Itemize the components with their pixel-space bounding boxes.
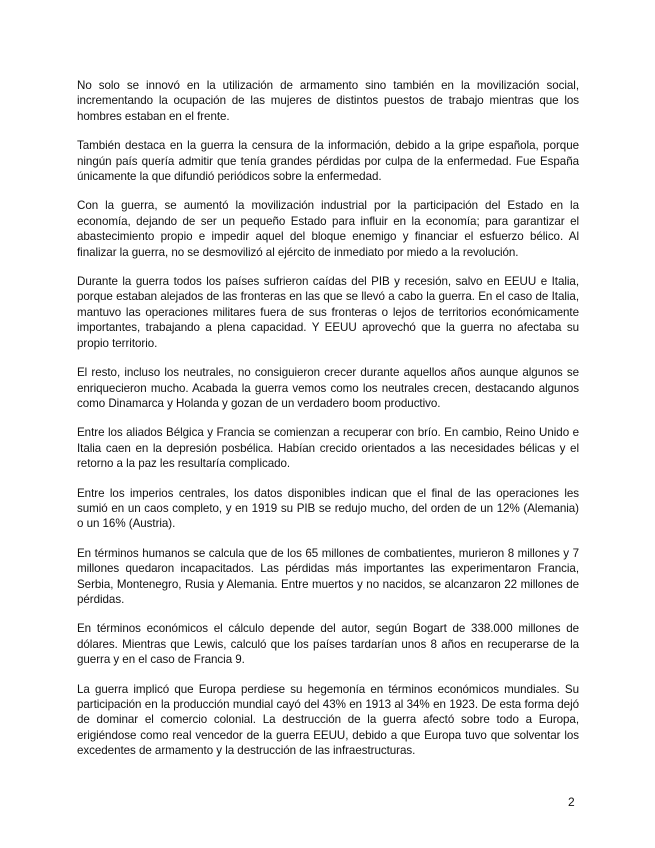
- paragraph: Entre los aliados Bélgica y Francia se comienzan a recuperar con brío. En cambio, Reino Unido e Italia caen en la depresión posbélica. Habían crecido orientados a las necesidades bélicas y el retorno a la paz les resultaría complicado.: [77, 426, 579, 471]
- page-number: 2: [568, 795, 575, 809]
- paragraph: La guerra implicó que Europa perdiese su hegemonía en términos económicos mundiales. Su participación en la producción mundial cayó del 43% en 1913 al 34% en 1923. De esta forma dejó de dominar el comercio colonial. La destrucción de la guerra afectó sobre todo a Europa, erigiéndose como real vencedor de la guerra EEUU, debido a que Europa tuvo que solventar los excedentes de armamento y la destrucción de las infraestructuras.: [77, 682, 579, 758]
- paragraph: Con la guerra, se aumentó la movilización industrial por la participación del Estado en la economía, dejando de ser un pequeño Estado para influir en la economía; para garantizar el abastecimiento propio e impedir aquel del bloque enemigo y financiar el esfuerzo bélico. Al finalizar la guerra, no se desmovilizó al ejército de inmediato por miedo a la revolución.: [77, 199, 579, 259]
- paragraph: En términos humanos se calcula que de los 65 millones de combatientes, murieron 8 millones y 7 millones quedaron incapacitados. Las pérdidas más importantes las experimentaron Francia, Serbia, Montenegro, Rusia y Alemania. Entre muertos y no nacidos, se alcanzaron 22 millones de pérdidas.: [77, 546, 579, 606]
- paragraph: El resto, incluso los neutrales, no consiguieron crecer durante aquellos años aunque algunos se enriquecieron mucho. Acabada la guerra vemos como los neutrales crecen, destacando algunos como Dinamarca y Holanda y gozan de un verdadero boom productivo.: [77, 366, 579, 410]
- paragraph: También destaca en la guerra la censura de la información, debido a la gripe española, porque ningún país quería admitir que tenía grandes pérdidas por culpa de la enfermedad. Fue España únicamente la que difundió periódicos sobre la enfermedad.: [77, 139, 579, 184]
- paragraph: En términos económicos el cálculo depende del autor, según Bogart de 338.000 millones de dólares. Mientras que Lewis, calculó que los países tardarían unos 8 años en recuperarse de la guerra y en el caso de Francia 9.: [77, 622, 579, 667]
- paragraph: No solo se innovó en la utilización de armamento sino también en la movilización social, incrementando la ocupación de las mujeres de distintos puestos de trabajo mientras que los hombres estaban en el frente.: [77, 79, 579, 123]
- paragraph: Entre los imperios centrales, los datos disponibles indican que el final de las operaciones les sumió en un caos completo, y en 1919 su PIB se redujo mucho, del orden de un 12% (Alemania) o un 16% (Austria).: [77, 486, 579, 531]
- document-body: [77, 78, 579, 773]
- paragraph: Durante la guerra todos los países sufrieron caídas del PIB y recesión, salvo en EEUU e Italia, porque estaban alejados de las fronteras en las que se llevó a cabo la guerra. En el caso de Italia, mantuvo las operaciones militares fuera de sus fronteras o lejos de territorios económicamente importantes, trabajando a plena capacidad. Y EEUU aprovechó que la guerra no afectaba su propio territorio.: [77, 275, 579, 350]
